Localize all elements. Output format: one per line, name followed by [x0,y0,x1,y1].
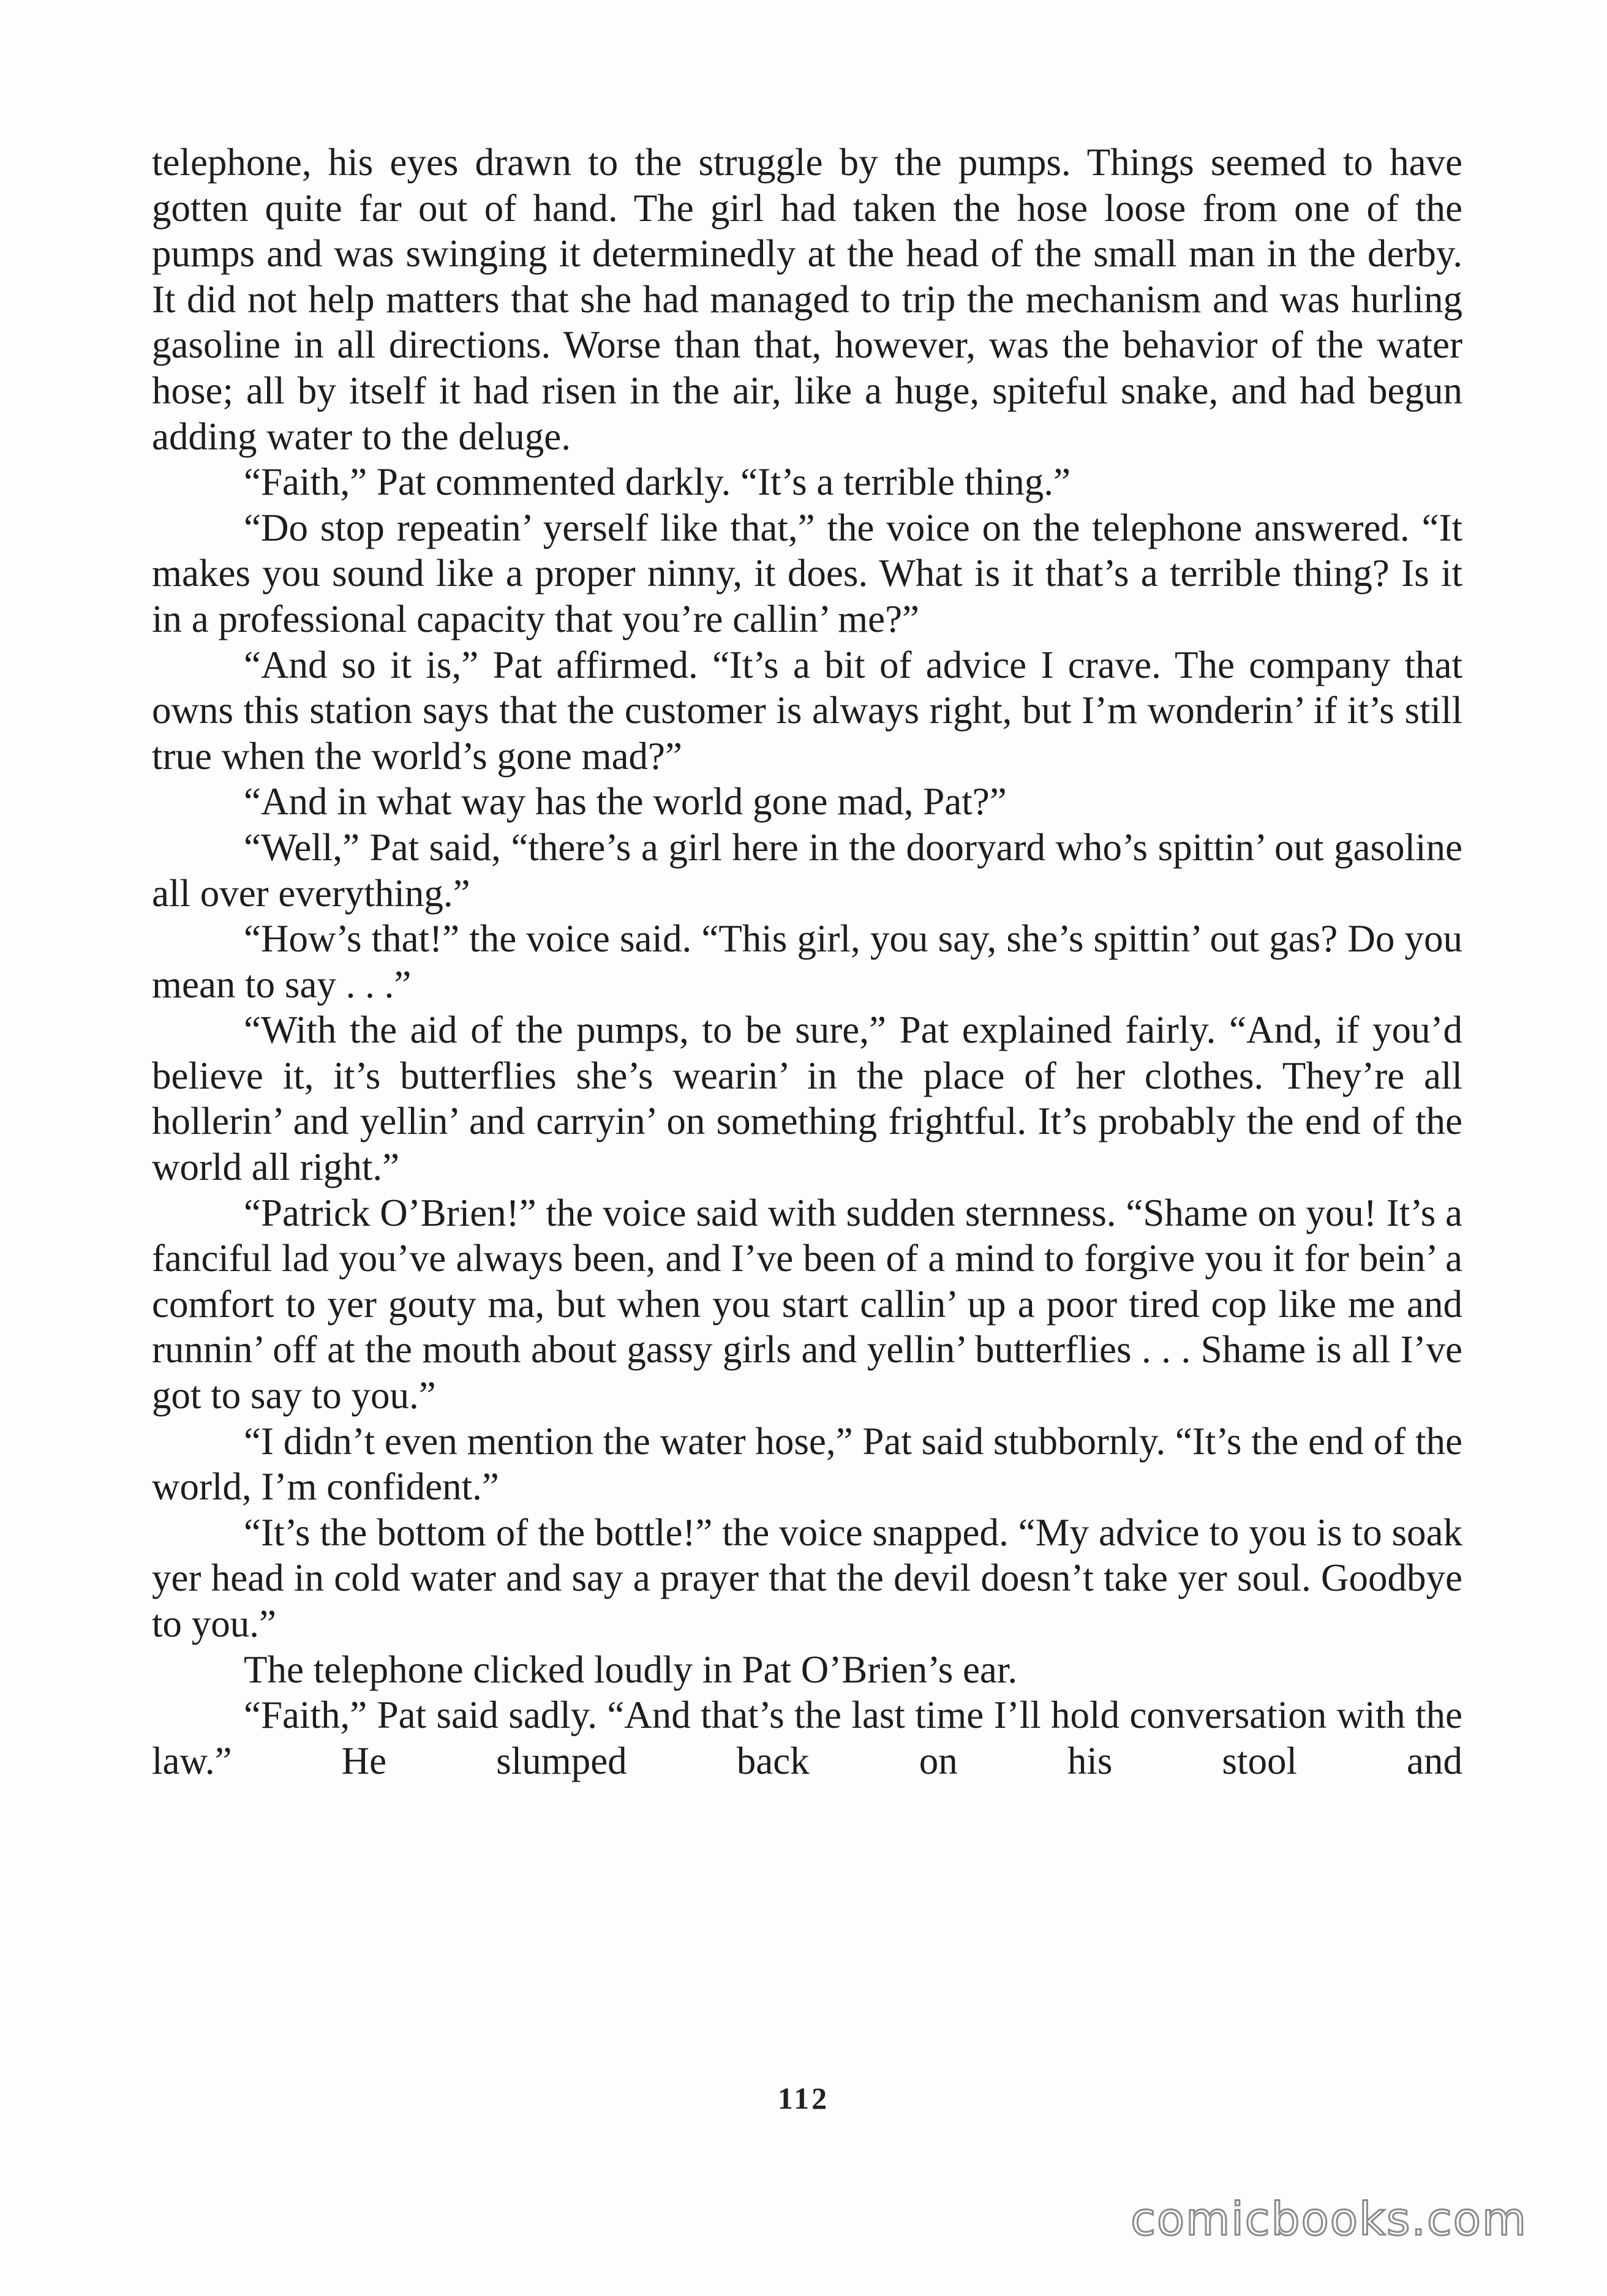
paragraph: “It’s the bottom of the bottle!” the voice snapped. “My advice to you is to soak yer head in cold water and say a prayer that the devil doesn’t take yer soul. Goodbye to you.” [152,1510,1462,1645]
paragraph: “I didn’t even mention the water hose,” Pat said stubbornly. “It’s the end of the world, I’m confident.” [152,1419,1462,1509]
paragraph: “Do stop repeatin’ yerself like that,” the voice on the telephone answered. “It makes you sound like a proper ninny, it does. What is it that’s a terrible thing? Is it in a professional capacity that you’re callin’ me?” [152,506,1462,640]
body-text [152,140,1462,1784]
paragraph: “With the aid of the pumps, to be sure,” Pat explained fairly. “And, if you’d believe it, it’s butterflies she’s wearin’ in the place of her clothes. They’re all hollerin’ and yellin’ and carryin’ on something frightful. It’s probably the end of the world all right.” [152,1008,1462,1189]
page-number: 112 [777,2081,830,2115]
paragraph: “And so it is,” Pat affirmed. “It’s a bit of advice I crave. The company that owns this station says that the customer is always right, but I’m wonderin’ if it’s still true when the world’s gone mad?” [152,643,1462,778]
paragraph: “Patrick O’Brien!” the voice said with sudden sternness. “Shame on you! It’s a fanciful lad you’ve always been, and I’ve been of a mind to forgive you it for bein’ a comfort to yer gouty ma, but when you start callin’ up a poor tired cop like me and runnin’ off at the mouth about gassy girls and yellin’ butterflies . . . Shame is all I’ve got to say to you.” [152,1191,1462,1417]
paragraph: The telephone clicked loudly in Pat O’Brien’s ear. [244,1648,1018,1691]
watermark-logo: comicbooks.com [1131,2193,1527,2246]
paragraph: “How’s that!” the voice said. “This girl, you say, she’s spittin’ out gas? Do you mean to say . . .” [152,917,1462,1006]
paragraph: telephone, his eyes drawn to the struggle by the pumps. Things seemed to have gotten quite far out of hand. The girl had taken the hose loose from one of the pumps and was swinging it determinedly at the head of the small man in the derby. It did not help matters that she had managed to trip the mechanism and was hurling gasoline in all directions. Worse than that, however, was the behavior of the water hose; all by itself it had risen in the air, like a huge, spiteful snake, and had begun adding water to the deluge. [152,141,1462,458]
paragraph: “Faith,” Pat said sadly. “And that’s the last time I’ll hold conversation with the law.” He slumped back on his stool and [152,1694,1462,1782]
paragraph: “And in what way has the world gone mad, Pat?” [244,780,1007,823]
paragraph: “Well,” Pat said, “there’s a girl here in the dooryard who’s spittin’ out gasoline all over everything.” [152,825,1462,915]
paragraph: “Faith,” Pat commented darkly. “It’s a terrible thing.” [244,460,1071,504]
